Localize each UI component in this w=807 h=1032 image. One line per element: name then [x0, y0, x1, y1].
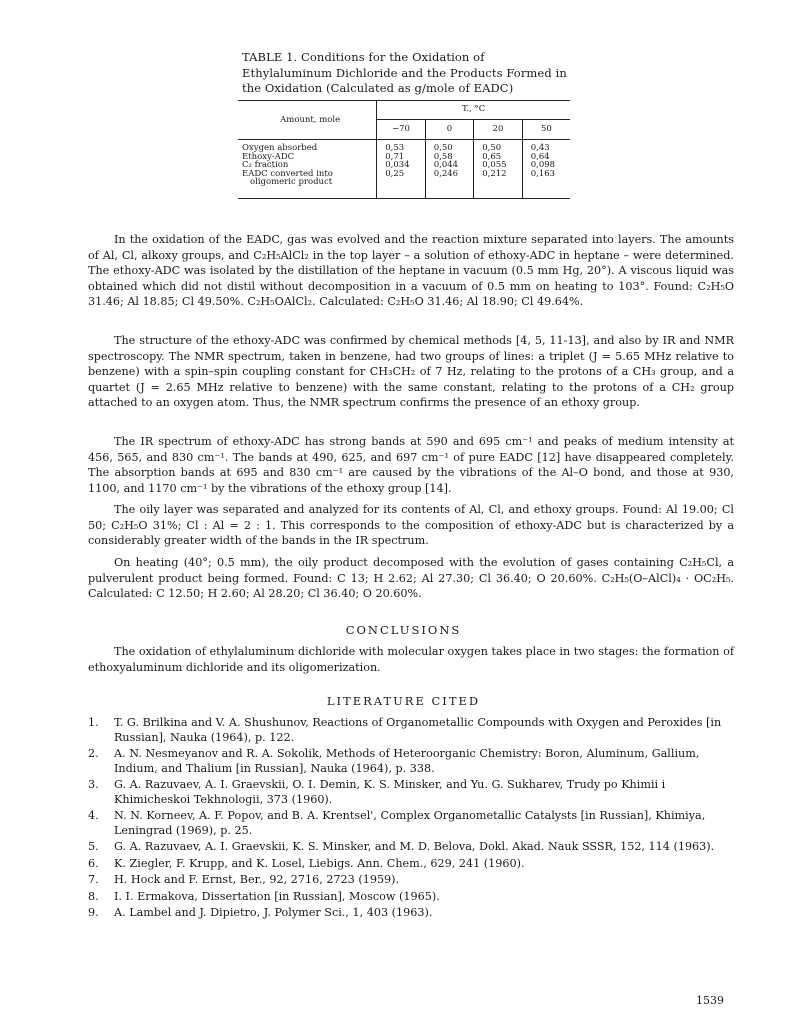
cell: 0,64 [530, 151, 550, 162]
conclusions-paragraph [88, 644, 734, 675]
paragraph [88, 333, 734, 411]
temp-col: 0 [425, 119, 473, 139]
reference-item [88, 778, 738, 807]
value-column [474, 140, 522, 199]
cell: 0,50 [482, 143, 502, 153]
reference-number: 9. [88, 906, 99, 919]
conclusions-heading: CONCLUSIONS [345, 623, 462, 637]
cell: 0,055 [482, 160, 507, 170]
reference-item [88, 747, 738, 776]
paragraph [88, 434, 734, 496]
value-column [522, 140, 570, 199]
temp-col: 20 [474, 119, 522, 139]
reference-number: 8. [88, 889, 99, 903]
literature-heading: LITERATURE CITED [326, 694, 481, 708]
reference-text: T. G. Brilkina and V. A. Shushunov, Reactions of Organometallic Compounds with Oxygen and Peroxides [in Russian], Nauka (1964), p. 122. [114, 716, 722, 744]
row-label: Ethoxy-ADC [242, 151, 295, 162]
reference-text: A. N. Nesmeyanov and R. A. Sokolik, Methods of Heteroorganic Chemistry: Boron, Aluminum, Gallium, Indium, and Thalium [in Russian], Nauka (1964), p. 338. [114, 747, 700, 775]
reference-text: G. A. Razuvaev, A. I. Graevskii, K. S. Minsker, and M. D. Belova, Dokl. Akad. Nauk SSSR, 152, 114 (1963). [114, 840, 715, 853]
cell: 0,53 [385, 143, 405, 153]
page-number: 1539 [696, 994, 724, 1007]
reference-item [88, 840, 738, 855]
reference-item [88, 906, 738, 921]
reference-text: G. A. Razuvaev, A. I. Graevskii, O. I. Demin, K. S. Minsker, and Yu. G. Sukharev, Trudy po Khimii i Khimicheskoi Tekhnologii, 373 (1960). [114, 778, 666, 806]
row-label: EADC converted into [242, 168, 333, 179]
temp-col: −70 [377, 119, 425, 139]
paragraph-text: The structure of the ethoxy-ADC was confirmed by chemical methods [4, 5, 11-13], and also by IR and NMR spectroscopy. The NMR spectrum, taken in benzene, had two groups of lines: a triplet (J = 5.65 MHz relative to benzene) with a spin–spin coupling constant for CH₃CH₂ of 7 Hz, relating to the protons of a CH₃ group, and a quartet (J = 2.65 MHz relative to benzene) with the same constant, relating to the protons of a CH₂ group attached to an oxygen atom. Thus, the NMR spectrum confirms the presence of an ethoxy group. [88, 334, 734, 409]
paragraph-text: The IR spectrum of ethoxy-ADC has strong bands at 590 and 695 cm⁻¹ and peaks of medium intensity at 456, 565, and 830 cm⁻¹. The bands at 490, 625, and 697 cm⁻¹ of pure EADC [12] have disappeared completely. The absorption bands at 695 and 830 cm⁻¹ are caused by the vibrations of the Al–O bond, and those at 930, 1100, and 1170 cm⁻¹ by the vibrations of the ethoxy group [14]. [88, 435, 734, 495]
cell: 0,212 [482, 168, 507, 179]
paragraph [88, 232, 734, 310]
reference-number: 5. [88, 840, 99, 853]
conclusions-text: The oxidation of ethylaluminum dichloride with molecular oxygen takes place in two stages: the formation of ethoxyaluminum dichloride and its oligomerization. [88, 645, 734, 674]
cell: 0,034 [385, 160, 410, 170]
temperature-header: T., °C [377, 101, 570, 120]
paragraph-text: In the oxidation of the EADC, gas was evolved and the reaction mixture separated into layers. The amounts of Al, Cl, alkoxy groups, and C₂H₅AlCl₂ in the top layer – a solution of ethoxy-ADC in heptane – were determined. The ethoxy-ADC was isolated by the distillation of the heptane in vacuum (0.5 mm Hg, 20°). A viscous liquid was obtained which did not distil without decomposition in a vacuum of 0.5 mm on heating to 103°. Found: C₂H₅O 31.46; Al 18.85; Cl 49.50%. C₂H₅OAlCl₂. Calculated: C₂H₅O 31.46; Al 18.90; Cl 49.64%. [88, 233, 734, 308]
reference-text: I. I. Ermakova, Dissertation [in Russian], Moscow (1965). [114, 889, 440, 903]
reference-number: 7. [88, 873, 99, 886]
reference-number: 2. [88, 747, 99, 760]
value-column [425, 140, 473, 199]
reference-text: A. Lambel and J. Dipietro, J. Polymer Sci., 1, 403 (1963). [114, 906, 433, 919]
cell: 0,65 [482, 151, 502, 162]
cell: 0,044 [433, 160, 459, 170]
cell: 0,163 [530, 168, 556, 179]
reference-text: H. Hock and F. Ernst, Ber., 92, 2716, 2723 (1959). [114, 873, 400, 886]
row-label: C₂ fraction [242, 160, 289, 170]
reference-number: 3. [88, 778, 99, 791]
reference-number: 4. [88, 809, 99, 822]
paragraph [88, 555, 734, 602]
cell: 0,43 [530, 143, 550, 153]
cell: 0,25 [385, 168, 405, 179]
cell: 0,098 [530, 160, 556, 170]
reference-item [88, 716, 738, 745]
cell: 0,71 [385, 151, 405, 162]
table-caption: TABLE 1. Conditions for the Oxidation of Ethylaluminum Dichloride and the Products Formed in the Oxidation (Calculated as g/mole of EADC) [242, 50, 567, 95]
reference-text: K. Ziegler, F. Krupp, and K. Losel, Liebigs. Ann. Chem., 629, 241 (1960). [114, 856, 525, 870]
data-table [238, 100, 570, 199]
reference-item [88, 890, 738, 905]
paragraph-text: The oily layer was separated and analyzed for its contents of Al, Cl, and ethoxy groups. Found: Al 19.00; Cl 50; C₂H₅O 31%; Cl : Al = 2 : 1. This corresponds to the composition of ethoxy-ADC but is characterized by a considerably greater width of the bands in the IR spectrum. [88, 503, 734, 547]
value-column [377, 140, 425, 199]
row-label: oligomeric product [250, 177, 333, 187]
reference-item [88, 857, 738, 872]
reference-item [88, 873, 738, 888]
cell: 0,58 [433, 151, 453, 162]
reference-list [88, 716, 738, 923]
reference-number: 6. [88, 856, 99, 870]
cell: 0,50 [433, 143, 453, 153]
temp-col: 50 [522, 119, 570, 139]
paragraph [88, 502, 734, 549]
reference-number: 1. [88, 716, 99, 729]
paragraph-text: On heating (40°; 0.5 mm), the oily product decomposed with the evolution of gases containing C₂H₅Cl, a pulverulent product being formed. Found: C 13; H 2.62; Al 27.30; Cl 36.40; O 20.60%. C₂H₅(O–AlCl)₄ · OC₂H₅. Calculated: C 12.50; H 2.60; Al 28.20; Cl 36.40; O 20.60%. [88, 556, 734, 600]
row-labels [238, 140, 377, 199]
amount-header: Amount, mole [238, 101, 377, 140]
reference-text: N. N. Korneev, A. F. Popov, and B. A. Krentsel', Complex Organometallic Catalysts [in Russian], Khimiya, Leningrad (1969), p. 25. [114, 809, 706, 837]
row-label: Oxygen absorbed [242, 143, 318, 153]
reference-item [88, 809, 738, 838]
cell: 0,246 [433, 168, 459, 179]
